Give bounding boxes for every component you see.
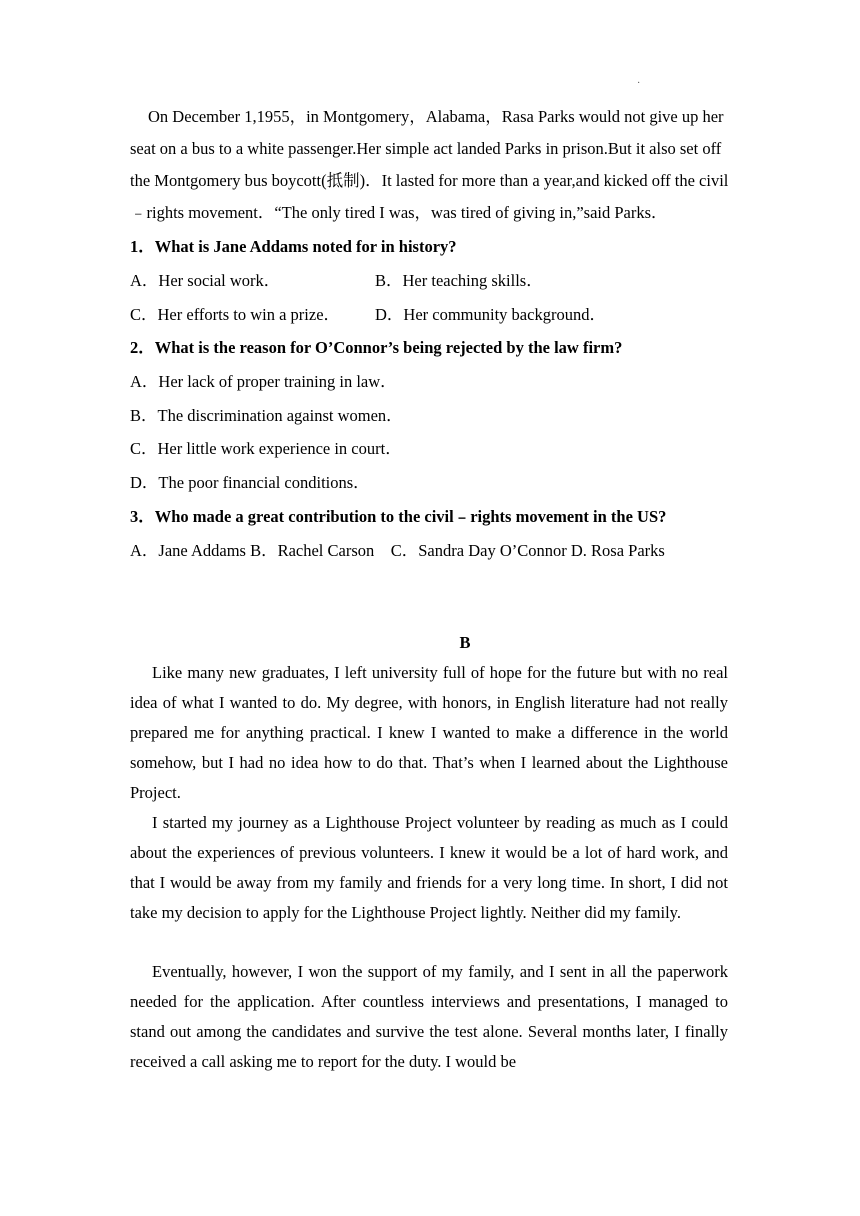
question-3-stem: 3．Who made a great contribution to the civil﹣rights movement in the US? <box>130 507 667 526</box>
question-2-option-b: B．The discrimination against women． <box>130 406 403 425</box>
question-2-option-d: D．The poor financial conditions． <box>130 473 370 492</box>
passage-a-paragraph: On December 1,1955，in Montgomery，Alabama，Rasa Parks would not give up her seat on a bus to a white passenger.Her simple act landed Parks in prison.But it also set off the Montgomery bus boycott(抵制)．It lasted for more than a year,and kicked off the civil﹣rights movement．“The only tired I was，was tired of giving in,”said Parks． <box>130 107 729 222</box>
question-1-option-c: C．Her efforts to win a prize． <box>130 305 341 324</box>
section-b-paragraph-2: I started my journey as a Lighthouse Project volunteer by reading as much as I could about the experiences of previous volunteers. I knew it would be a lot of hard work, and that I would be away from my family and friends for a very long time. In short, I did not take my decision to apply for the Lighthouse Project lightly. Neither did my family. <box>130 813 728 922</box>
page-marker: · <box>637 78 641 89</box>
question-2-option-c: C．Her little work experience in court． <box>130 439 402 458</box>
question-3-options: A．Jane Addams B．Rachel Carson C．Sandra Day O’Connor D. Rosa Parks <box>130 541 665 560</box>
question-1-stem: 1．What is Jane Addams noted for in history? <box>130 237 457 256</box>
section-b-paragraph-3: Eventually, however, I won the support of my family, and I sent in all the paperwork needed for the application. After countless interviews and presentations, I managed to stand out among the candidates and survive the test alone. Several months later, I finally received a call asking me to report for the duty. I would be <box>130 962 728 1071</box>
question-2-option-a: A．Her lack of proper training in law． <box>130 372 397 391</box>
section-b-paragraph-1: Like many new graduates, I left university full of hope for the future but with no real idea of what I wanted to do. My degree, with honors, in English literature had not really prepared me for anything practical. I knew I wanted to make a difference in the world somehow, but I had no idea how to do that. That’s when I learned about the Lighthouse Project. <box>130 663 728 802</box>
question-1-option-d: D．Her community background． <box>375 305 606 324</box>
question-1-options-row-1 <box>130 269 750 293</box>
question-1-option-b: B．Her teaching skills． <box>375 271 543 290</box>
question-1-option-a: A．Her social work． <box>130 271 281 290</box>
question-2-stem: 2．What is the reason for O’Connor’s being rejected by the law firm? <box>130 338 623 357</box>
question-1-options-row-2 <box>130 303 750 327</box>
section-b-heading: B <box>459 633 471 652</box>
